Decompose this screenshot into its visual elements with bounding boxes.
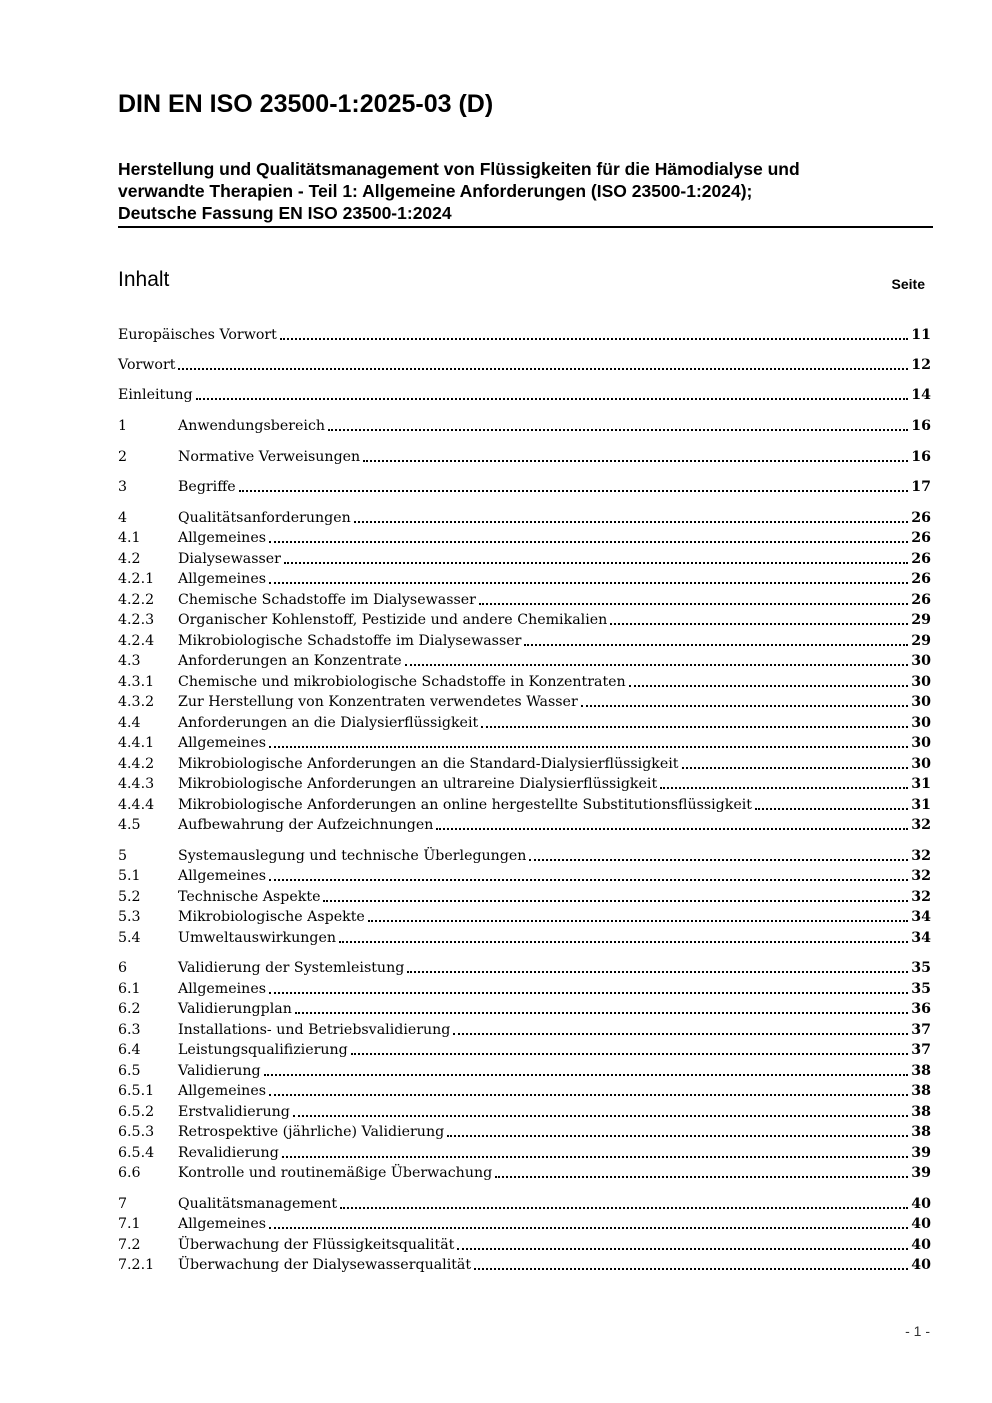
toc-dot-leader: [280, 337, 908, 340]
toc-entry-title: Mikrobiologische Aspekte: [178, 909, 365, 925]
toc-entry-title: Mikrobiologische Anforderungen an online hergestellte Substitutionsflüssigkeit: [178, 797, 752, 813]
toc-dot-leader: [495, 1175, 908, 1178]
toc-dot-leader: [755, 807, 908, 810]
toc-entry-title: Umweltauswirkungen: [178, 930, 337, 946]
toc-entry[interactable]: [118, 907, 931, 927]
toc-entry-number: 4.3.2: [118, 694, 155, 710]
toc-entry-page: 30: [911, 735, 931, 751]
toc-entry-page: 32: [911, 817, 931, 833]
toc-entry-page: 34: [911, 930, 931, 946]
toc-dot-leader: [339, 940, 908, 943]
toc-entry-number: 4.2.3: [118, 612, 155, 628]
toc-entry-page: 17: [911, 479, 931, 495]
toc-entry-title: Mikrobiologische Anforderungen an die Standard-Dialysierflüssigkeit: [178, 756, 679, 772]
toc-entry-page: 26: [911, 510, 931, 526]
toc-entry-title: Revalidierung: [178, 1145, 279, 1161]
toc-entry[interactable]: [118, 713, 931, 733]
toc-entry-title: Retrospektive (jährliche) Validierung: [178, 1124, 445, 1140]
toc-entry[interactable]: [118, 651, 931, 671]
toc-dot-leader: [524, 643, 908, 646]
toc-entry[interactable]: [118, 1040, 931, 1060]
toc-dot-leader: [269, 991, 908, 994]
toc-entry-page: 38: [911, 1104, 931, 1120]
toc-entry-title: Mikrobiologische Anforderungen an ultrareine Dialysierflüssigkeit: [178, 776, 658, 792]
toc-dot-leader: [284, 561, 908, 564]
toc-dot-leader: [481, 725, 908, 728]
document-id: DIN EN ISO 23500-1:2025-03 (D): [118, 90, 494, 118]
toc-entry-number: 5.4: [118, 930, 141, 946]
toc-entry-page: 38: [911, 1083, 931, 1099]
toc-entry-page: 30: [911, 653, 931, 669]
toc-entry-page: 32: [911, 889, 931, 905]
toc-entry-number: 4.2.2: [118, 592, 155, 608]
toc-entry-number: 3: [118, 479, 128, 495]
toc-dot-leader: [269, 878, 908, 881]
toc-entry-number: 5.2: [118, 889, 141, 905]
toc-entry-number: 4.4.2: [118, 756, 155, 772]
toc-entry-title: Validierung der Systemleistung: [178, 960, 405, 976]
toc-dot-leader: [447, 1134, 908, 1137]
toc-entry-page: 30: [911, 756, 931, 772]
toc-entry[interactable]: [118, 692, 931, 712]
toc-entry[interactable]: [118, 1194, 931, 1214]
document-subtitle: [118, 158, 933, 228]
toc-entry-page: 31: [911, 776, 931, 792]
toc-entry-title: Allgemeines: [178, 868, 266, 884]
toc-entry-number: 1: [118, 418, 128, 434]
toc-entry-page: 29: [911, 633, 931, 649]
toc-entry[interactable]: [118, 958, 931, 978]
toc-entry[interactable]: [118, 795, 931, 815]
toc-dot-leader: [196, 397, 909, 400]
toc-dot-leader: [474, 1267, 908, 1270]
toc-entry-number: 6.5: [118, 1063, 141, 1079]
toc-entry-title: Validierungplan: [178, 1001, 292, 1017]
toc-entry[interactable]: [118, 1235, 931, 1255]
toc-entry[interactable]: [118, 1255, 931, 1275]
toc-entry-number: 4.5: [118, 817, 141, 833]
toc-entry-title: Anforderungen an Konzentrate: [178, 653, 402, 669]
toc-entry[interactable]: [118, 979, 931, 999]
toc-entry[interactable]: [118, 528, 931, 548]
toc-entry-number: 6.1: [118, 981, 141, 997]
toc-entry[interactable]: [118, 508, 931, 528]
toc-entry-title: Qualitätsmanagement: [178, 1196, 338, 1212]
toc-entry-page: 26: [911, 571, 931, 587]
toc-entry-number: 6.6: [118, 1165, 141, 1181]
toc-entry[interactable]: [118, 1020, 931, 1040]
toc-entry[interactable]: [118, 999, 931, 1019]
toc-entry-number: 6.2: [118, 1001, 141, 1017]
toc-dot-leader: [293, 1114, 908, 1117]
toc-dot-leader: [529, 858, 908, 861]
toc-dot-leader: [368, 919, 908, 922]
toc-entry-number: 6: [118, 960, 128, 976]
toc-entry-page: 34: [911, 909, 931, 925]
toc-dot-leader: [264, 1073, 909, 1076]
toc-entry-number: 5.1: [118, 868, 141, 884]
toc-dot-leader: [269, 1226, 908, 1229]
toc-entry[interactable]: [118, 549, 931, 569]
toc-entry-page: 36: [911, 1001, 931, 1017]
toc-entry[interactable]: [118, 569, 931, 589]
toc-entry-title: Leistungsqualifizierung: [178, 1042, 348, 1058]
toc-entry-number: 6.4: [118, 1042, 141, 1058]
toc-dot-leader: [629, 684, 909, 687]
toc-entry-title: Validierung: [178, 1063, 261, 1079]
toc-entry[interactable]: [118, 1061, 931, 1081]
toc-entry[interactable]: [118, 610, 931, 630]
toc-entry-number: 5.3: [118, 909, 141, 925]
toc-entry[interactable]: [118, 846, 931, 866]
toc-entry-number: 4.3.1: [118, 674, 155, 690]
toc-entry-page: 38: [911, 1124, 931, 1140]
toc-entry-page: 12: [911, 357, 931, 373]
toc-entry-number: 4.4.3: [118, 776, 155, 792]
toc-entry[interactable]: [118, 1122, 931, 1142]
toc-entry-title: Kontrolle und routinemäßige Überwachung: [178, 1165, 493, 1181]
toc-entry-page: 26: [911, 551, 931, 567]
toc-dot-leader: [407, 970, 908, 973]
toc-entry[interactable]: [118, 928, 931, 948]
toc-entry-number: 4: [118, 510, 128, 526]
toc-entry-title: Begriffe: [178, 479, 236, 495]
toc-entry-number: 6.5.2: [118, 1104, 155, 1120]
toc-entry-title: Einleitung: [118, 387, 193, 403]
subtitle-line: Deutsche Fassung EN ISO 23500-1:2024: [118, 203, 452, 223]
toc-dot-leader: [269, 540, 908, 543]
toc-entry-number: 4.4.1: [118, 735, 155, 751]
toc-entry-number: 2: [118, 449, 128, 465]
toc-entry-title: Installations- und Betriebsvalidierung: [178, 1022, 451, 1038]
toc-entry-page: 40: [911, 1257, 931, 1273]
toc-entry-title: Allgemeines: [178, 1083, 266, 1099]
toc-entry-page: 40: [911, 1196, 931, 1212]
toc-entry-page: 16: [911, 418, 931, 434]
toc-entry-page: 11: [911, 327, 931, 343]
toc-entry-title: Anwendungsbereich: [178, 418, 326, 434]
toc-entry-title: Allgemeines: [178, 735, 266, 751]
toc-entry[interactable]: [118, 1163, 931, 1183]
toc-entry[interactable]: [118, 1102, 931, 1122]
toc-heading: Inhalt: [118, 268, 170, 291]
toc-entry-page: 38: [911, 1063, 931, 1079]
toc-entry-page: 14: [911, 387, 931, 403]
toc-entry[interactable]: [118, 1081, 931, 1101]
toc-entry-page: 30: [911, 694, 931, 710]
toc-dot-leader: [328, 428, 908, 431]
toc-entry-title: Mikrobiologische Schadstoffe im Dialysewasser: [178, 633, 522, 649]
toc-entry[interactable]: [118, 477, 931, 497]
toc-dot-leader: [323, 899, 908, 902]
toc-entry-page: 35: [911, 960, 931, 976]
toc-entry-page: 32: [911, 848, 931, 864]
toc-dot-leader: [178, 367, 908, 370]
toc-entry-page: 37: [911, 1022, 931, 1038]
toc-dot-leader: [363, 459, 908, 462]
toc-entry[interactable]: [118, 866, 931, 886]
toc-dot-leader: [436, 827, 908, 830]
toc-dot-leader: [457, 1247, 908, 1250]
toc-entry-title: Vorwort: [118, 357, 176, 373]
toc-entry-page: 30: [911, 674, 931, 690]
toc-entry-number: 6.5.1: [118, 1083, 155, 1099]
toc-entry-title: Allgemeines: [178, 530, 266, 546]
toc-entry-title: Qualitätsanforderungen: [178, 510, 351, 526]
toc-entry-number: 4.2.4: [118, 633, 155, 649]
toc-entry[interactable]: [118, 416, 931, 436]
toc-dot-leader: [682, 766, 909, 769]
toc-dot-leader: [351, 1052, 909, 1055]
toc-entry-number: 6.3: [118, 1022, 141, 1038]
toc-entry-number: 5: [118, 848, 128, 864]
toc-dot-leader: [269, 581, 908, 584]
toc-entry[interactable]: [118, 590, 931, 610]
toc-dot-leader: [269, 1093, 908, 1096]
toc-dot-leader: [581, 704, 909, 707]
toc-entry-title: Erstvalidierung: [178, 1104, 290, 1120]
toc-dot-leader: [660, 786, 908, 789]
toc-entry[interactable]: [118, 1143, 931, 1163]
toc-dot-leader: [610, 622, 908, 625]
toc-entry-title: Europäisches Vorwort: [118, 327, 277, 343]
toc-dot-leader: [282, 1155, 908, 1158]
toc-entry-title: Überwachung der Dialysewasserqualität: [178, 1257, 472, 1273]
toc-entry-number: 6.5.4: [118, 1145, 155, 1161]
toc-entry-page: 39: [911, 1145, 931, 1161]
toc-entry[interactable]: [118, 631, 931, 651]
toc-entry-number: 7: [118, 1196, 128, 1212]
subtitle-line: Herstellung und Qualitätsmanagement von Flüssigkeiten für die Hämodialyse und: [118, 159, 800, 179]
toc-entry-number: 4.4.4: [118, 797, 155, 813]
toc-entry[interactable]: [118, 672, 931, 692]
toc-dot-leader: [295, 1011, 908, 1014]
toc-entry[interactable]: [118, 355, 931, 375]
toc-entry-number: 6.5.3: [118, 1124, 155, 1140]
toc-dot-leader: [405, 663, 909, 666]
toc-entry-title: Technische Aspekte: [178, 889, 321, 905]
toc-entry-title: Systemauslegung und technische Überlegungen: [178, 848, 527, 864]
toc-dot-leader: [340, 1206, 908, 1209]
toc-entry-title: Allgemeines: [178, 571, 266, 587]
toc-entry-title: Überwachung der Flüssigkeitsqualität: [178, 1237, 455, 1253]
toc-entry-page: 32: [911, 868, 931, 884]
toc-entry-title: Organischer Kohlenstoff, Pestizide und andere Chemikalien: [178, 612, 608, 628]
toc-dot-leader: [479, 602, 908, 605]
page-column-label: Seite: [891, 276, 925, 292]
toc-entry-page: 39: [911, 1165, 931, 1181]
toc-entry-number: 4.2.1: [118, 571, 155, 587]
toc-entry-page: 40: [911, 1237, 931, 1253]
toc-entry-page: 35: [911, 981, 931, 997]
toc-entry[interactable]: [118, 815, 931, 835]
toc-entry-page: 29: [911, 612, 931, 628]
toc-entry[interactable]: [118, 733, 931, 753]
toc-entry-number: 7.1: [118, 1216, 141, 1232]
toc-entry-number: 4.4: [118, 715, 141, 731]
toc-entry-title: Allgemeines: [178, 981, 266, 997]
toc-entry-title: Zur Herstellung von Konzentraten verwendetes Wasser: [178, 694, 578, 710]
toc-entry[interactable]: [118, 447, 931, 467]
toc-dot-leader: [269, 745, 908, 748]
subtitle-line: verwandte Therapien - Teil 1: Allgemeine Anforderungen (ISO 23500-1:2024);: [118, 181, 753, 201]
toc-entry[interactable]: [118, 1214, 931, 1234]
toc-dot-leader: [453, 1032, 908, 1035]
toc-entry-page: 30: [911, 715, 931, 731]
toc-entry[interactable]: [118, 325, 931, 345]
toc-entry-page: 26: [911, 530, 931, 546]
toc-entry-page: 26: [911, 592, 931, 608]
toc-entry-title: Normative Verweisungen: [178, 449, 361, 465]
toc-entry-title: Anforderungen an die Dialysierflüssigkeit: [178, 715, 479, 731]
toc-entry-number: 4.3: [118, 653, 141, 669]
toc-entry-number: 7.2: [118, 1237, 141, 1253]
toc-entry-number: 7.2.1: [118, 1257, 155, 1273]
toc-entry-number: 4.1: [118, 530, 141, 546]
toc-entry[interactable]: [118, 754, 931, 774]
toc-entry-page: 40: [911, 1216, 931, 1232]
toc-entry-page: 37: [911, 1042, 931, 1058]
page-footer: - 1 -: [905, 1323, 930, 1339]
toc-entry-title: Chemische Schadstoffe im Dialysewasser: [178, 592, 476, 608]
toc-entry[interactable]: [118, 385, 931, 405]
toc-entry-page: 16: [911, 449, 931, 465]
toc-entry-page: 31: [911, 797, 931, 813]
toc-entry-title: Aufbewahrung der Aufzeichnungen: [178, 817, 434, 833]
toc-entry-title: Allgemeines: [178, 1216, 266, 1232]
toc-entry-title: Chemische und mikrobiologische Schadstoffe in Konzentraten: [178, 674, 626, 690]
toc-dot-leader: [239, 489, 909, 492]
toc-dot-leader: [354, 520, 908, 523]
toc-entry[interactable]: [118, 887, 931, 907]
toc-entry-number: 4.2: [118, 551, 141, 567]
toc-entry-title: Dialysewasser: [178, 551, 281, 567]
toc-entry[interactable]: [118, 774, 931, 794]
